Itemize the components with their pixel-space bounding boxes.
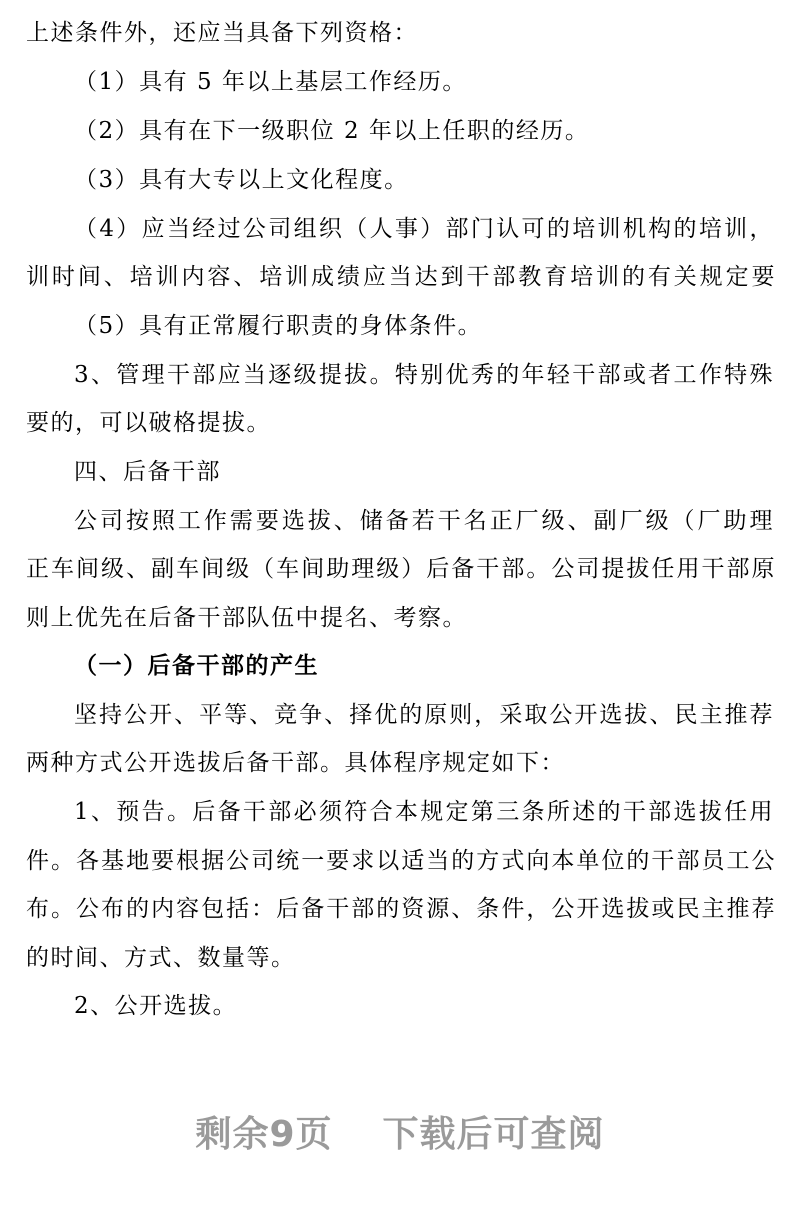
- text-line: 的时间、方式、数量等。: [26, 945, 296, 971]
- text-line: （3）具有大专以上文化程度。: [74, 167, 409, 193]
- subsection-heading: （一）后备干部的产生: [74, 652, 319, 679]
- text-line: （2）具有在下一级职位 2 年以上任职的经历。: [74, 118, 590, 144]
- text-line: 公司按照工作需要选拔、储备若干名正厂级、副厂级（厂助理: [74, 508, 774, 534]
- text-line: 1、预告。后备干部必须符合本规定第三条所述的干部选拔任用: [74, 799, 774, 825]
- text-line: 两种方式公开选拔后备干部。具体程序规定如下：: [26, 750, 565, 776]
- text-line: （1）具有 5 年以上基层工作经历。: [74, 69, 467, 95]
- text-line: 要的，可以破格提拔。: [26, 410, 271, 436]
- download-prompt[interactable]: [0, 1110, 800, 1160]
- text-line: 坚持公开、平等、竞争、择优的原则，采取公开选拔、民主推荐: [74, 702, 774, 728]
- text-line: 则上优先在后备干部队伍中提名、考察。: [26, 605, 467, 631]
- text-line: 训时间、培训内容、培训成绩应当达到干部教育培训的有关规定要: [26, 264, 776, 290]
- download-to-view-label: 下载后可查阅: [382, 1114, 605, 1155]
- text-line: （4）应当经过公司组织（人事）部门认可的培训机构的培训，: [74, 216, 774, 242]
- text-line: 件。各基地要根据公司统一要求以适当的方式向本单位的干部员工公: [26, 848, 776, 874]
- text-line: 2、公开选拔。: [74, 993, 238, 1019]
- section-heading: 四、后备干部: [74, 459, 221, 485]
- text-line: 3、管理干部应当逐级提拔。特别优秀的年轻干部或者工作特殊: [74, 362, 774, 388]
- remaining-pages-label: 剩余9页: [195, 1114, 333, 1155]
- text-line: 正车间级、副车间级（车间助理级）后备干部。公司提拔任用干部原: [26, 556, 776, 582]
- text-line: 布。公布的内容包括：后备干部的资源、条件，公开选拔或民主推荐: [26, 896, 776, 922]
- text-line: 上述条件外，还应当具备下列资格：: [26, 20, 418, 46]
- text-line: （5）具有正常履行职责的身体条件。: [74, 313, 483, 339]
